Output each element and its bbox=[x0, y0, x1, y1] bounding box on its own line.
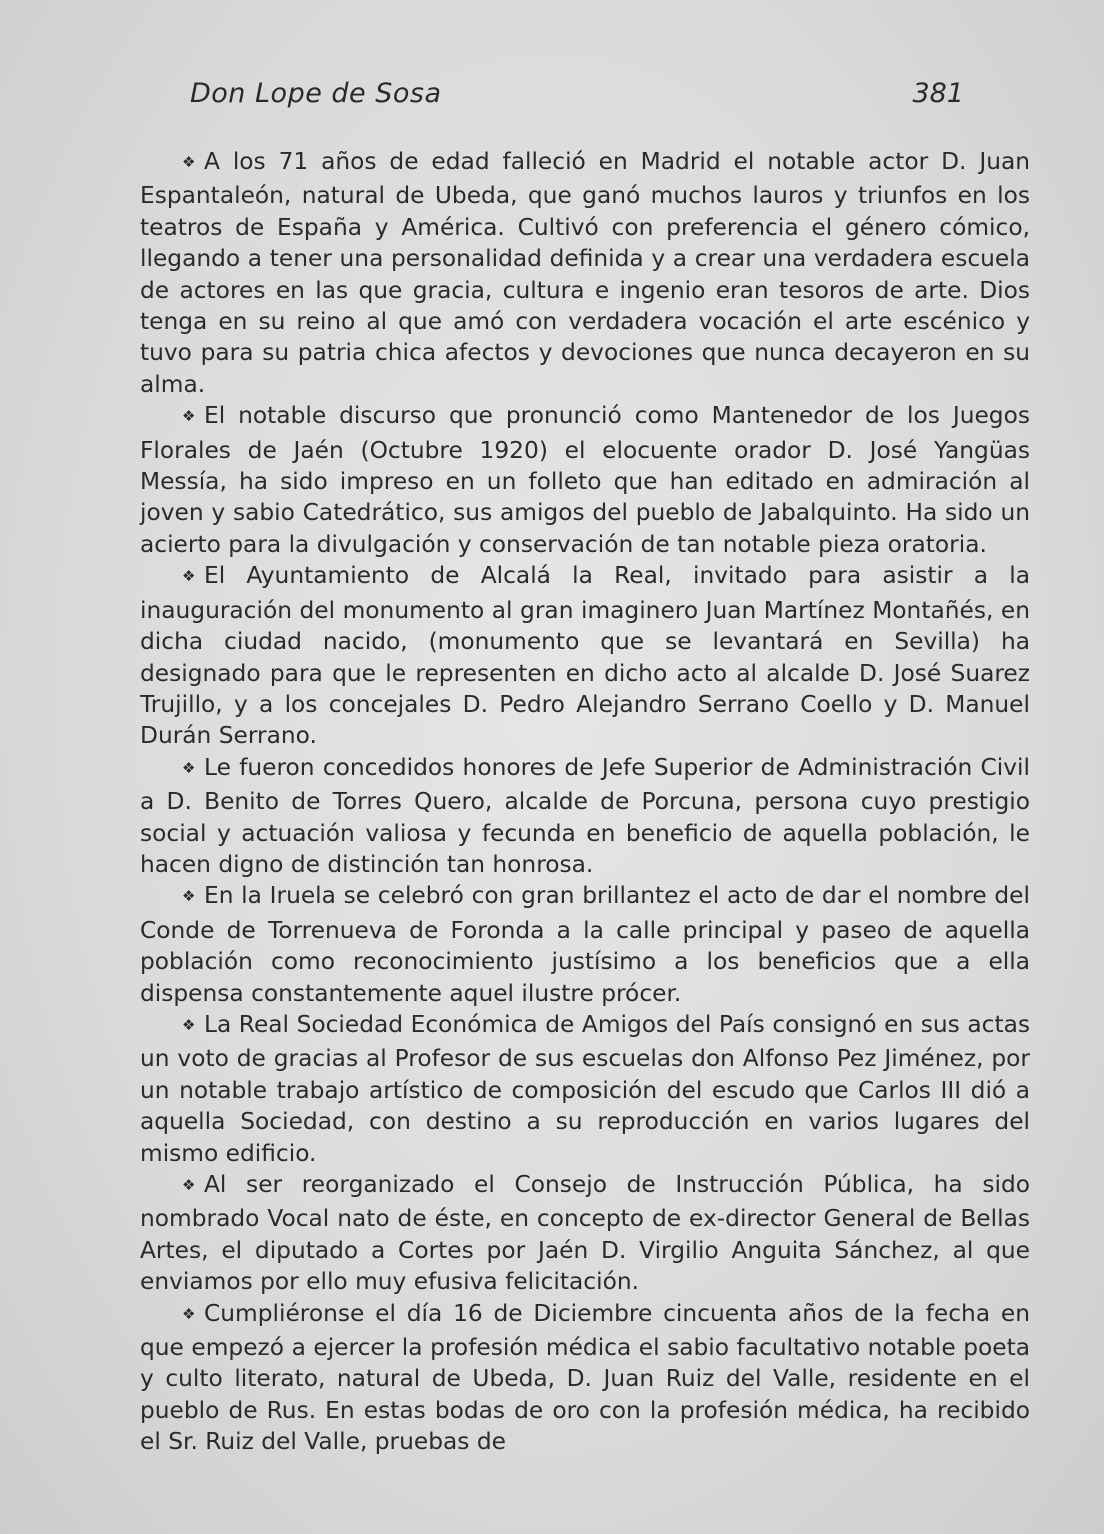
running-title: Don Lope de Sosa bbox=[190, 78, 442, 109]
news-item bbox=[140, 146, 1030, 400]
paragraph-text: El Ayuntamiento de Alcalá la Real, invitado para asistir a la inauguración del monumento al gran imaginero Juan Martínez Montañés, en dicha ciudad nacido, (monumento que se levantará en Sevilla) ha designado para que le representen en dicho acto al alcalde D. José Suarez Trujillo, y a los concejales D. Pedro Alejandro Serrano Coello y D. Manuel Durán Serrano. bbox=[140, 562, 1030, 750]
page-number: 381 bbox=[912, 78, 964, 109]
body-text bbox=[140, 146, 1030, 1458]
running-head bbox=[190, 78, 964, 118]
news-item bbox=[140, 400, 1030, 560]
paragraph-text: Cumpliéronse el día 16 de Diciembre cincuenta años de la fecha en que empezó a ejercer la profesión médica el sabio facultativo notable poeta y culto literato, natural de Ubeda, D. Juan Ruiz del Valle, residente en el pueblo de Rus. En estas bodas de oro con la profesión médica, ha recibido el Sr. Ruiz del Valle, pruebas de bbox=[140, 1299, 1030, 1456]
ornament-icon: ❖ bbox=[182, 1015, 196, 1034]
ornament-icon: ❖ bbox=[182, 407, 196, 426]
ornament-icon: ❖ bbox=[182, 887, 196, 906]
news-item bbox=[140, 752, 1030, 881]
ornament-icon: ❖ bbox=[182, 1176, 196, 1194]
news-item bbox=[140, 1009, 1030, 1169]
news-item bbox=[140, 1298, 1030, 1458]
paragraph-text: En la Iruela se celebró con gran brillantez el acto de dar el nombre del Conde de Torrenueva de Foronda a la calle principal y paseo de aquella población como reconocimiento justísimo a los beneficios que a ella dispensa constantemente aquel ilustre prócer. bbox=[140, 882, 1030, 1007]
news-item bbox=[140, 880, 1030, 1009]
paragraph-text: La Real Sociedad Económica de Amigos del País consignó en sus actas un voto de gracias al Profesor de sus escuelas don Alfonso Pez Jiménez, por un notable trabajo artístico de composición del escudo que Carlos III dió a aquella Sociedad, con destino a su reproducción en varios lugares del mismo edificio. bbox=[140, 1010, 1030, 1167]
paragraph-text: A los 71 años de edad falleció en Madrid el notable actor D. Juan Espantaleón, natural de Ubeda, que ganó muchos lauros y triunfos en los teatros de España y América. Cultivó con preferencia el género cómico, llegando a tener una personalidad definida y a crear una verdadera escuela de actores en las que gracia, cultura e ingenio eran tesoros de arte. Dios tenga en su reino al que amó con verdadera vocación el arte escénico y tuvo para su patria chica afectos y devociones que nunca decayeron en su alma. bbox=[140, 148, 1030, 398]
ornament-icon: ❖ bbox=[182, 153, 196, 171]
news-item bbox=[140, 560, 1030, 751]
ornament-icon: ❖ bbox=[182, 567, 196, 586]
ornament-icon: ❖ bbox=[182, 758, 196, 777]
news-item bbox=[140, 1169, 1030, 1298]
paragraph-text: Al ser reorganizado el Consejo de Instrucción Pública, ha sido nombrado Vocal nato de éste, en concepto de ex-director General de Bellas Artes, el diputado a Cortes por Jaén D. Virgilio Anguita Sánchez, al que enviamos por ello muy efusiva felicitación. bbox=[140, 1171, 1030, 1296]
paragraph-text: El notable discurso que pronunció como Mantenedor de los Juegos Florales de Jaén (Octubre 1920) el elocuente orador D. José Yangüas Messía, ha sido impreso en un folleto que han editado en admiración al joven y sabio Catedrático, sus amigos del pueblo de Jabalquinto. Ha sido un acierto para la divulgación y conservación de tan notable pieza oratoria. bbox=[140, 402, 1030, 558]
paragraph-text: Le fueron concedidos honores de Jefe Superior de Administración Civil a D. Benito de Torres Quero, alcalde de Porcuna, persona cuyo prestigio social y actuación valiosa y fecunda en beneficio de aquella población, le hacen digno de distinción tan honrosa. bbox=[140, 753, 1030, 878]
ornament-icon: ❖ bbox=[182, 1304, 196, 1323]
